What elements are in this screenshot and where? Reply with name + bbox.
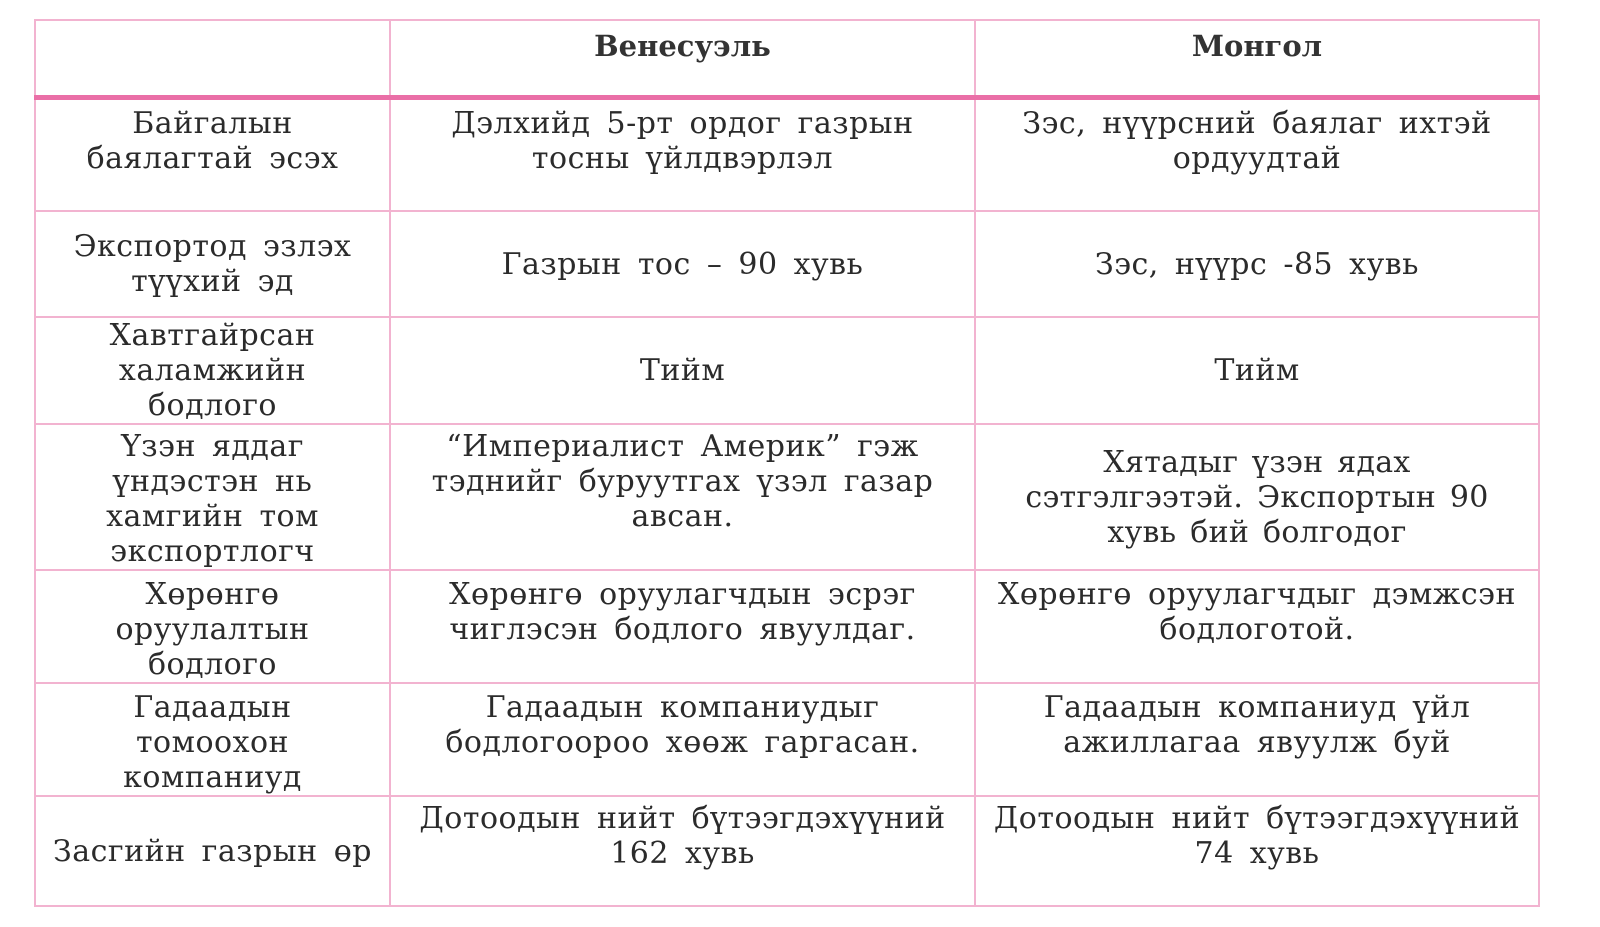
header-mongolia: Монгол <box>975 20 1539 98</box>
table-row <box>35 211 1539 317</box>
table-row <box>35 317 1539 424</box>
venezuela-cell: Гадаадын компаниудыг бодлогоороо хөөж гаргасан. <box>390 683 975 796</box>
mongolia-cell: Гадаадын компаниуд үйл ажиллагаа явуулж буй <box>975 683 1539 796</box>
mongolia-cell: Дотоодын нийт бүтээгдэхүүний 74 хувь <box>975 796 1539 906</box>
table-row <box>35 424 1539 570</box>
venezuela-cell: Дэлхийд 5-рт ордог газрын тосны үйлдвэрлэл <box>390 98 975 212</box>
row-label: Засгийн газрын өр <box>35 796 390 906</box>
table-row <box>35 98 1539 212</box>
table-header <box>35 20 1539 98</box>
row-label: Үзэн яддаг үндэстэн нь хамгийн том экспортлогч <box>35 424 390 570</box>
table-row <box>35 570 1539 683</box>
row-label: Экспортод эзлэх түүхий эд <box>35 211 390 317</box>
header-empty-cell <box>35 20 390 98</box>
venezuela-cell: Дотоодын нийт бүтээгдэхүүний 162 хувь <box>390 796 975 906</box>
header-venezuela: Венесуэль <box>390 20 975 98</box>
mongolia-cell: Хөрөнгө оруулагчдыг дэмжсэн бодлоготой. <box>975 570 1539 683</box>
venezuela-cell: Хөрөнгө оруулагчдын эсрэг чиглэсэн бодлого явуулдаг. <box>390 570 975 683</box>
table-row <box>35 796 1539 906</box>
mongolia-cell: Зэс, нүүрсний баялаг ихтэй ордуудтай <box>975 98 1539 212</box>
venezuela-cell: Газрын тос – 90 хувь <box>390 211 975 317</box>
row-label: Байгалын баялагтай эсэх <box>35 98 390 212</box>
venezuela-cell: Тийм <box>390 317 975 424</box>
mongolia-cell: Тийм <box>975 317 1539 424</box>
mongolia-cell: Зэс, нүүрс -85 хувь <box>975 211 1539 317</box>
table-body <box>35 98 1539 907</box>
venezuela-cell: “Империалист Америк” гэж тэднийг буруутгах үзэл газар авсан. <box>390 424 975 570</box>
table-row <box>35 683 1539 796</box>
comparison-table <box>34 19 1540 907</box>
row-label: Гадаадын томоохон компаниуд <box>35 683 390 796</box>
row-label: Хавтгайрсан халамжийн бодлого <box>35 317 390 424</box>
header-row <box>35 20 1539 98</box>
row-label: Хөрөнгө оруулалтын бодлого <box>35 570 390 683</box>
mongolia-cell: Хятадыг үзэн ядах сэтгэлгээтэй. Экспортын 90 хувь бий болгодог <box>975 424 1539 570</box>
comparison-table-container <box>34 19 1538 907</box>
